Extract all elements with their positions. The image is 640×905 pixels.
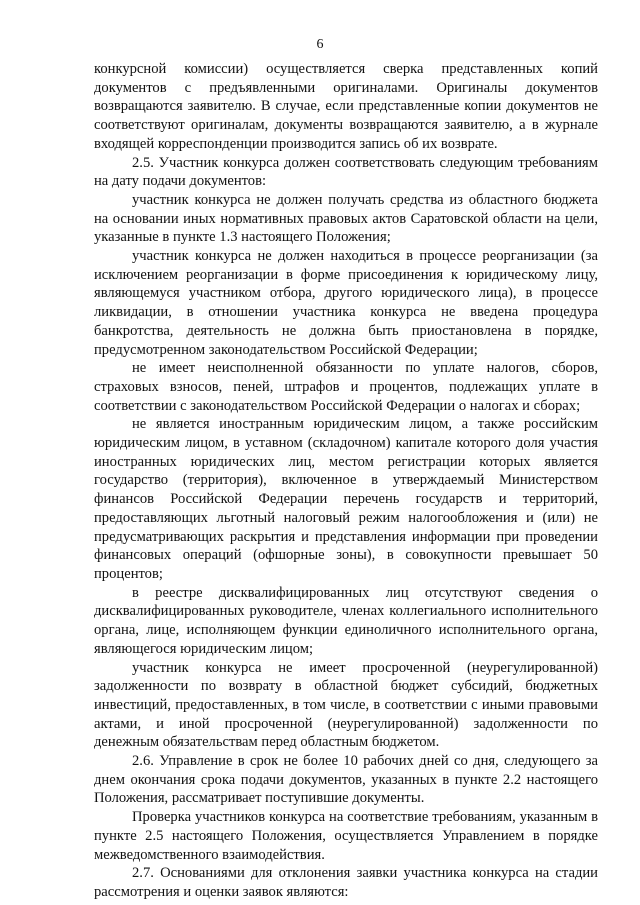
requirement-item: участник конкурса не должен получать средства из областного бюджета на основании иных нормативных правовых актов Саратовской области на цели, указанные в пункте 1.3 настоящего Положения; bbox=[94, 191, 598, 246]
paragraph-section-2-6: 2.6. Управление в срок не более 10 рабочих дней со дня, следующего за днем окончания срока подачи документов, указанных в пункте 2.2 настоящего Положения, рассматривает поступившие документы. bbox=[94, 753, 598, 807]
paragraph-section-2-7: 2.7. Основаниями для отклонения заявки участника конкурса на стадии рассмотрения и оценки заявок являются: bbox=[94, 865, 598, 900]
paragraph: конкурсной комиссии) осуществляется сверка представленных копий документов с предъявленными оригиналами. Оригиналы документов возвращаются заявителю. В случае, если представленные копии документов не соответствуют оригиналам, документы возвращаются заявителю, а в журнале входящей корреспонденции производится запись об их возврате. bbox=[94, 61, 598, 152]
requirement-item: участник конкурса не должен находиться в процессе реорганизации (за исключением реорганизации в форме присоединения к юридическому лицу, являющемуся участником отбора, другого юридического лица), в процессе ликвидации, в отношении участника конкурса не введена процедура банкротства, деятельность не должна быть приостановлена в порядке, предусмотренном законодательством Российской Федерации; bbox=[94, 248, 598, 358]
requirement-item: не является иностранным юридическим лицом, а также российским юридическим лицом, в уставном (складочном) капитале которого доля участия иностранных юридических лиц, местом регистрации которых является государство (территория), включенное в утверждаемый Министерством финансов Российской Федерации перечень государств и территорий, предоставляющих льготный налоговый режим налогообложения и (или) не предусматривающих раскрытия и представления информации при проведении финансовых операций (офшорные зоны), в совокупности превышает 50 процентов; bbox=[94, 416, 598, 582]
requirement-item: в реестре дисквалифицированных лиц отсутствуют сведения о дисквалифицированных руководителе, членах коллегиального исполнительного органа, лице, исполняющем функции единоличного исполнительного органа, являющегося юридическим лицом; bbox=[94, 584, 598, 657]
paragraph-section-2-5: 2.5. Участник конкурса должен соответствовать следующим требованиям на дату подачи документов: bbox=[94, 154, 598, 190]
body-text bbox=[94, 60, 598, 902]
page-number: 6 bbox=[316, 37, 324, 52]
requirement-item: участник конкурса не имеет просроченной (неурегулированной) задолженности по возврату в областной бюджет субсидий, бюджетных инвестиций, предоставленных, в том числе, в соответствии с иными правовыми актами, и иной просроченной (неурегулированной) задолженности по денежным обязательствам перед областным бюджетом. bbox=[94, 659, 598, 751]
requirement-item: не имеет неисполненной обязанности по уплате налогов, сборов, страховых взносов, пеней, штрафов и процентов, подлежащих уплате в соответствии с законодательством Российской Федерации о налогах и сборах; bbox=[94, 360, 598, 414]
paragraph: Проверка участников конкурса на соответствие требованиям, указанным в пункте 2.5 настоящего Положения, осуществляется Управлением в порядке межведомственного взаимодействия. bbox=[94, 809, 598, 863]
